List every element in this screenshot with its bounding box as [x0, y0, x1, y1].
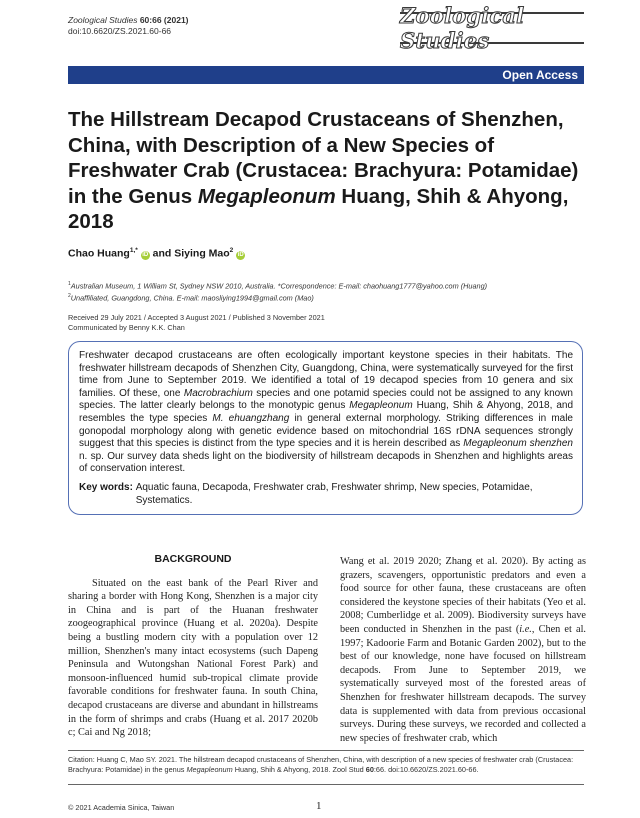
- article-dates: [68, 313, 325, 333]
- author-separator: and: [149, 247, 175, 260]
- title-genus: Megapleonum: [197, 184, 336, 208]
- author-2-affiliation: 2: [229, 247, 234, 254]
- orcid-icon[interactable]: iD: [142, 251, 149, 258]
- abstract-segment: Freshwater decapod crustaceans are often ecologically important keystone species in their habitats. The freshwater hillstream decapods of Shenzhen City, Guangdong, China, were systematically surveyed for the first time from June to September 2019. We identified a total of 19 decapod species from 10 genera and six families. Of these, one: [79, 350, 573, 399]
- abstract-italic: Macrobrachium: [183, 387, 253, 399]
- journal-doi: doi:10.6620/ZS.2021.60-66: [68, 26, 172, 36]
- open-access-label: Open Access: [502, 68, 578, 82]
- abstract-box: [68, 341, 583, 515]
- citation-segment: :66. doi:10.6620/ZS.2021.60-66.: [373, 765, 479, 774]
- affiliation-1-text: Australian Museum, 1 William St, Sydney NSW 2010, Australia. *Correspondence: E-mail: chaohuang1777@yahoo.com (Huang): [70, 281, 488, 291]
- publication-history: Received 29 July 2021 / Accepted 3 August 2021 / Published 3 November 2021: [68, 313, 325, 322]
- copyright-notice: © 2021 Academia Sinica, Taiwan: [68, 803, 175, 812]
- affiliation-1: [68, 279, 588, 291]
- journal-volume: 60:66 (2021): [137, 15, 189, 25]
- author-1-affiliation: 1,*: [129, 247, 138, 254]
- communicated-by: Communicated by Benny K.K. Chan: [68, 323, 185, 332]
- citation-genus: Megapleonum: [186, 765, 233, 774]
- page-number: 1: [316, 800, 322, 812]
- journal-logo-text: Zoological Studies: [400, 3, 525, 53]
- orcid-icon[interactable]: iD: [237, 251, 244, 258]
- journal-name: Zoological Studies: [68, 15, 138, 25]
- keywords: [79, 482, 573, 507]
- article-title: [68, 107, 588, 235]
- author-1-name: Chao Huang: [68, 247, 130, 260]
- citation-segment: Citation: Huang C, Mao SY. 2021. The hillstream decapod crustaceans of Shenzhen, China, with description of a new species of freshwater crab (Crustacea: Brachyura: Potamidae) in the genus: [68, 755, 574, 774]
- citation-block: [68, 755, 588, 775]
- abstract-italic: Megapleonum shenzhen: [463, 438, 573, 450]
- abstract-italic: Megapleonum: [349, 400, 413, 412]
- keywords-values: Aquatic fauna, Decapoda, Freshwater crab, Freshwater shrimp, New species, Potamidae, Systematics.: [135, 481, 533, 506]
- body-column-right: [340, 555, 586, 745]
- title-part-1: The Hillstream Decapod Crustaceans of Shenzhen, China, with Description of a New Species of Freshwater Crab (Crustacea: Brachyura: Potamidae) in the Genus: [68, 108, 579, 208]
- author-2-name: Siying Mao: [174, 247, 230, 260]
- citation-volume: 60: [365, 765, 374, 774]
- affiliation-2-text: Unaffiliated, Guangdong, China. E-mail: maosliying1994@gmail.com (Mao): [70, 293, 314, 303]
- journal-reference: [68, 15, 189, 37]
- affiliation-2-number: 2: [68, 293, 71, 300]
- body-column-left: [68, 553, 318, 740]
- citation-segment: Huang, Shih & Ahyong, 2018. Zool Stud: [232, 765, 366, 774]
- abstract-segment: n. sp. Our survey data sheds light on the biodiversity of hillstream decapods in Shenzhen and highlights areas of conservation interest.: [79, 450, 573, 475]
- affiliation-2: [68, 291, 588, 303]
- abstract-text: [79, 350, 573, 476]
- footer-divider: [68, 784, 584, 785]
- author-line: [68, 247, 245, 260]
- open-access-banner: [68, 66, 584, 84]
- title-part-2: Huang, Shih & Ahyong, 2018: [68, 184, 569, 234]
- body-paragraph-segment: Wang et al. 2019 2020; Zhang et al. 2020). By acting as grazers, scavengers, opportunistic predators and even a food source for other fauna, these crustaceans are often considered the keystone species of their habitats (Yeo et al. 2008; Cumberlidge et al. 2009). Biodiversity surveys have been conducted in Shenzhen in the past (: [340, 556, 586, 635]
- body-paragraph-segment: , Chen et al. 1997; Kadoorie Farm and Botanic Garden 2002), but to the best of our knowledge, none have focused on hillstream decapods. From June to September 2019, we systematically surveyed most of the forested areas of Shenzhen for freshwater hillstream decapods. The survey data is supplemented with data from previous occasional surveys. During these surveys, we recorded and collected a new species of freshwater crab, which: [340, 623, 586, 744]
- body-paragraph: Situated on the east bank of the Pearl River and sharing a border with Hong Kong, Shenzhen is a major city in China and is part of the Huanan freshwater zoogeographical province (Huang et al. 2020a). Despite being a bustling modern city with a population over 12 million, Shenzhen's many intact ecosystems (such Dapeng Peninsula and Wutongshan National Forest Park) and monsoon-influenced humid sub-tropical climate provide favorable conditions for freshwater fauna. In south China, decapod crustaceans are diverse and abundant in hillstreams in the form of shrimps and crabs (Huang et al. 2017 2020b c; Cai and Ng 2018;: [68, 577, 318, 739]
- keywords-label: Key words:: [79, 481, 133, 493]
- body-italic-ie: i.e.: [519, 623, 532, 635]
- section-heading: BACKGROUND: [154, 553, 232, 565]
- abstract-segment: Huang, Shih & Ahyong, 2018, and resembles the type species: [79, 400, 574, 424]
- abstract-segment: in general external morphology. Striking differences in male gonopodal morphology along with genetic evidence based on mitochondrial 16S rDNA sequences strongly suggest that this species is distinct from the type species and it is herein described as: [79, 412, 573, 450]
- abstract-segment: species and one potamid species could not be assigned to any known species. The latter clearly belongs to the monotypic genus: [79, 387, 573, 412]
- abstract-italic: M. ehuangzhang: [212, 412, 290, 424]
- journal-logo: [400, 3, 584, 53]
- affiliations: [68, 279, 588, 304]
- affiliation-1-number: 1: [68, 281, 71, 287]
- citation-divider: [68, 750, 584, 751]
